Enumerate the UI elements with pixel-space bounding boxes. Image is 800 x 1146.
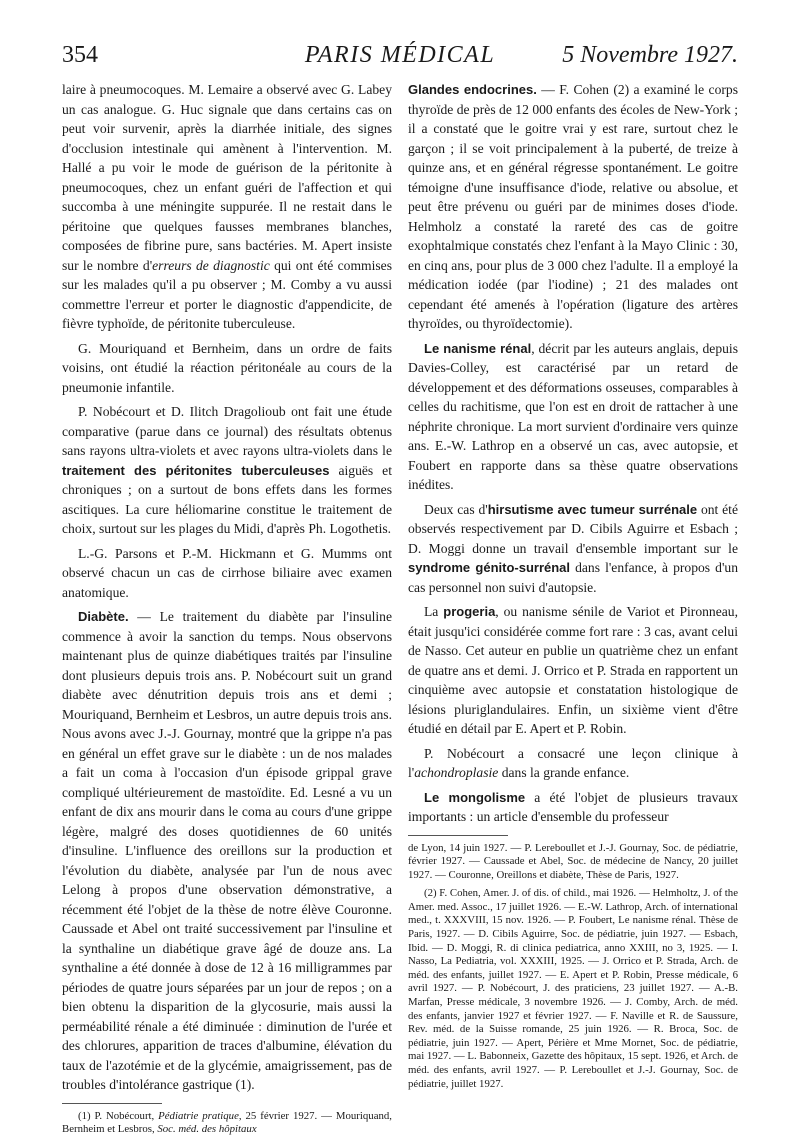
footnote-2: (2) F. Cohen, Amer. J. of dis. of child., mai 1926. — Helmholtz, J. of the Amer. med. Assoc., 17 juillet 1926. — E.-W. Lathrop, Arch. of international med., t. XXXVIII, 15 nov. 1926. — P. Foubert, Le nanisme rénal. Thèse de Paris, 1927. — D. Cibils Aguirre, Soc. de pédiatrie, juin 1927. — Esbach, Ibid. — D. Moggi, R. di clinica pediatrica, anno XXIII, no 3, 1925. — I. Nasso, La Pediatria, vol. XXXIII, 1925. — J. Orrico et P. Strada, Arch. de méd. des enfants, juillet 1927. — E. Apert et P. Robin, Presse médicale, 6 avril 1927. — P. Nobécourt, J. des praticiens, 23 juillet 1927. — A.-B. Marfan, Presse médicale, 3 novembre 1926. — J. Comby, Arch. de méd. des enfants, janvier 1927 et février 1927. — F. Naville et R. de Saussure, Rev. méd. de la Suisse romande, 25 juin 1926. — R. Broca, Soc. de pédiatrie, juin 1927. — Apert, Périère et Mme Mornet, Soc. de pédiatrie, mai 1927. — L. Babonneix, Gazette des hôpitaux, 15 sept. 1926, et Arch. de méd. des enfants, avril 1927. — P. Lereboullet et J.-J. Gournay, Soc. de pédiatrie, juillet 1927. <box>408 887 738 1090</box>
page-header <box>62 40 738 72</box>
section-diabete: Diabète. — Le traitement du diabète par l'insuline commence à avoir la sanction du temps. Nous observons maintenant plus de quinze diabétiques traités par l'insuline dont plusieurs depuis trois ans. P. Nobécourt suit un grand diabète avec dénutrition depuis trois ans et demi ; Mouriquand, Bernheim et Lesbros, un autre depuis trois ans. Nous avons avec J.-J. Gournay, montré que la grippe n'a pas en général un effet grave sur le diabète : un de nos malades a fait un coma à l'occasion d'un épisode grippal grave compliqué ultérieurement de mastoïdite. Ed. Lesné a vu un enfant de dix ans mourir dans le coma au cours d'une grippe légère, malgré des doses quotidiennes de 60 unités d'insuline. L'influence des oreillons sur la production et l'évolution du diabète, analysée par l'un de nous avec Lelong à propos d'une observation démonstrative, a récemment été l'objet de la thèse de notre élève Couronne. Caussade et Abel ont traité successivement par l'insuline et la synthaline un diabétique grave âgé de douze ans. La synthaline a été donnée à dose de 12 à 16 milligrammes par périodes de quatre jours séparées par un jour de repos ; on a bien obtenu la disparition de la glycosurie, mais aussi la perméabilité rénale a été diminuée : diminution de l'urée et des chlorures, apparition de traces d'albumine, élévation du taux de l'azotémie et de la glycémie, amaigrissement, pas de troubles d'intolérance gastrique (1). <box>62 609 392 1092</box>
left-column <box>62 80 392 1142</box>
footnote-divider <box>408 835 508 836</box>
paragraph: Le mongolisme a été l'objet de plusieurs travaux importants : un article d'ensemble du professeur <box>408 789 738 824</box>
footnote-1-continued: de Lyon, 14 juin 1927. — P. Lereboullet et J.-J. Gournay, Soc. de pédiatrie, février 1927. — Caussade et Abel, Soc. de médecine de Nancy, 20 juillet 1927. — Couronne, Oreillons et diabète, Thèse de Paris, 1927. <box>408 841 738 881</box>
issue-date: 5 Novembre 1927. <box>562 42 738 68</box>
paragraph: Deux cas d'hirsutisme avec tumeur surrénale ont été observés respectivement par D. Cibils Aguirre et Esbach ; D. Moggi donne un travail d'ensemble important sur le syndrome génito-surrénal dans l'enfance, à propos d'un cas personnel non suivi d'autopsie. <box>408 501 738 595</box>
paragraph: L.-G. Parsons et P.-M. Hickmann et G. Mumms ont observé chacun un cas de cirrhose biliaire avec examen anatomique. <box>62 545 392 600</box>
paragraph: La progeria, ou nanisme sénile de Variot et Pironneau, était jusqu'ici considérée comme fort rare : 3 cas, avant celui de Nasso. Cet auteur en publie un quatrième chez un enfant de quatre ans et demi. J. Orrico et P. Strada en rapportent un cinquième avec autopsie et constatation histologique de lésions pluriglandulaires. Enfin, un sixième vient d'être étudié en détail par E. Apert et P. Robin. <box>408 604 738 736</box>
footnote-1: (1) P. Nobécourt, Pédiatrie pratique, 25 février 1927. — Mouriquand, Bernheim et Lesbros, Soc. méd. des hôpitaux <box>62 1109 392 1136</box>
page-number: 354 <box>62 42 98 68</box>
section-glandes-endocrines: Glandes endocrines. — F. Cohen (2) a examiné le corps thyroïde de près de 12 000 enfants des écoles de New-York ; il a constaté que le goitre vrai y est rare, surtout chez le garçon ; il se voit principalement à la puberté, de treize à quinze ans, et en général régresse spontanément. Le goitre témoigne d'une insuffisance d'iode, relative ou absolue, et peut être prévenu ou guéri par de minimes doses d'iode. Helmholz a constaté la rareté des cas de goitre exophtalmique constatés chez l'enfant à la Mayo Clinic : 30, en cinq ans, pour plus de 3 000 chez l'adulte. Il a employé la médication iodée (par l'iodine) ; 21 des malades ont cependant été amenés à l'opération (ligature des artères thyroïdes, ou thyroïdectomie). <box>408 82 739 331</box>
paragraph: P. Nobécourt a consacré une leçon clinique à l'achondroplasie dans la grande enfance. <box>408 745 738 780</box>
paragraph: laire à pneumocoques. M. Lemaire a observé avec G. Labey un cas analogue. G. Huc signale que dans certains cas on peut voir survenir, après la diarrhée initiale, des signes d'occlusion intestinale qui amènent à l'intervention. M. Hallé a pu voir le mode de guérison de la péritonite à pneumocoques, chez un enfant guéri de l'affection et qui succomba à une méningite suppurée. Il ne restait dans le péritoine que quelques fausses membranes blanches, composées de fibrine pure, sans bactéries. M. Apert insiste sur le nombre d'erreurs de diagnostic qui ont été commises sur les malades qu'il a pu observer ; M. Comby a vu aussi commettre l'erreur et porter le diagnostic d'appendicite, de fièvre typhoïde, de péritonite tuberculeuse. <box>62 82 392 331</box>
paragraph: Le nanisme rénal, décrit par les auteurs anglais, depuis Davies-Colley, est caractérisé par un retard de développement et des déformations osseuses, comparables à celles du rachitisme, que l'on est en droit de rattacher à une néphrite chronique. La mort survient d'ordinaire vers quinze ans. E.-W. Lathrop en a observé un cas, avec autopsie, et Foubert en rapporte dans sa thèse quatre observations inédites. <box>408 340 738 492</box>
paragraph: P. Nobécourt et D. Ilitch Dragolioub ont fait une étude comparative (parue dans ce journal) des résultats obtenus sans rayons ultra-violets et avec rayons ultra-violets dans le traitement des péritonites tuberculeuses aiguës et chroniques ; on a surtout de bons effets dans les formes ascitiques. La cure héliomarine constitue le traitement de choix, surtout sur les plages du Midi, d'après Ph. Logothetis. <box>62 404 392 536</box>
right-column <box>408 80 738 1096</box>
paragraph: G. Mouriquand et Bernheim, dans un ordre de faits voisins, ont étudié la réaction péritonéale au cours de la pneumonie infantile. <box>62 340 392 395</box>
journal-title: PARIS MÉDICAL <box>304 42 496 68</box>
footnote-divider <box>62 1103 162 1104</box>
